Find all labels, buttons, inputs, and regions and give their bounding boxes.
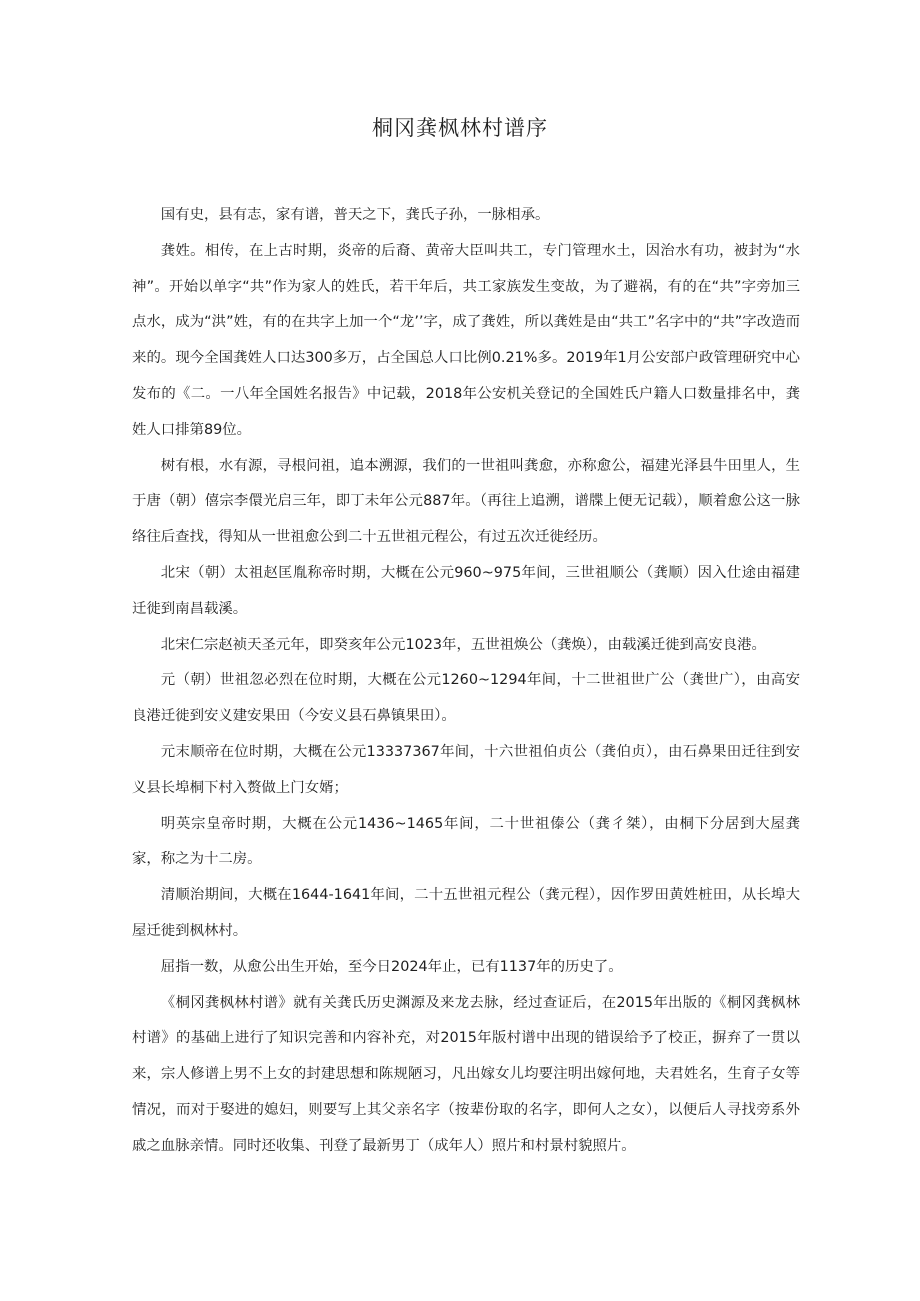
paragraph-first-ancestor: 树有根，水有源，寻根问祖，追本溯源，我们的一世祖叫龚愈，亦称愈公，福建光泽县牛田里人，生于唐（朝）僖宗李儇光启三年，即丁未年公元887年。（再往上追溯，谱牒上便无记载），顺着愈公这一脉络往后查找，得知从一世祖愈公到二十五世祖元程公，有过五次迁徙经历。 (132, 457, 800, 546)
paragraph-migration-1: 北宋（朝）太祖赵匡胤称帝时期，大概在公元960~975年间，三世祖顺公（龚顺）因入仕途由福建迁徙到南昌载溪。 (132, 564, 800, 617)
paragraph-migration-5: 明英宗皇帝时期，大概在公元1436~1465年间，二十世祖傣公（龚彳桀），由桐下分居到大屋龚家，称之为十二房。 (132, 815, 800, 868)
page-title: 桐冈龚枫林村谱序 (372, 116, 548, 140)
paragraph-surname-origin: 龚姓。相传，在上古时期，炎帝的后裔、黄帝大臣叫共工，专门管理水土，因治水有功，被封为“水神”。开始以单字“共”作为家人的姓氏，若干年后，共工家族发生变故，为了避祸，有的在“共”字旁加三点水，成为“洪”姓，有的在共字上加一个“龙’’字，成了龚姓，所以龚姓是由“共工”名字中的“共”字改造而来的。现今全国龚姓人口达300多万，占全国总人口比例0.21%多。2019年1月公安部户政管理研究中心发布的《二。一八年全国姓名报告》中记载，2018年公安机关登记的全国姓氏户籍人口数量排名中，龚姓人口排第89位。 (132, 242, 800, 438)
paragraph-migration-2: 北宋仁宗赵祯天圣元年，即癸亥年公元1023年，五世祖焕公（龚焕），由载溪迁徙到高安良港。 (160, 636, 766, 653)
paragraph-migration-6: 清顺治期间，大概在1644-1641年间，二十五世祖元程公（龚元程），因作罗田黄姓桩田，从长埠大屋迁徙到枫林村。 (132, 887, 800, 939)
paragraph-history-span: 屈指一数，从愈公出生开始，至今日2024年止，已有1137年的历史了。 (160, 958, 623, 975)
paragraph-opening: 国有史，县有志，家有谱，普天之下，龚氏子孙，一脉相承。 (160, 207, 550, 223)
document-body (132, 198, 800, 1165)
paragraph-migration-4: 元末顺帝在位时期，大概在公元13337367年间，十六世祖伯贞公（龚伯贞），由石鼻果田迁往到安义县长埠桐下村入赘做上门女婿； (132, 743, 800, 796)
paragraph-migration-3: 元（朝）世祖忽必烈在位时期，大概在公元1260~1294年间，十二世祖世广公（龚世广），由高安良港迁徙到安义建安果田（今安义县石鼻镇果田）。 (132, 672, 800, 725)
paragraph-genealogy-note: 《桐冈龚枫林村谱》就有关龚氏历史渊源及来龙去脉，经过查证后，在2015年出版的《桐冈龚枫林村谱》的基础上进行了知识完善和内容补充，对2015年版村谱中出现的错误给予了校正，摒弃了一贯以来，宗人修谱上男不上女的封建思想和陈规陋习，凡出嫁女儿均要注明出嫁何地，夫君姓名，生育子女等情况，而对于娶进的媳妇，则要写上其父亲名字（按辈份取的名字，即何人之女），以便后人寻找旁系外戚之血脉亲情。同时还收集、刊登了最新男丁（成年人）照片和村景村貌照片。 (132, 994, 800, 1154)
